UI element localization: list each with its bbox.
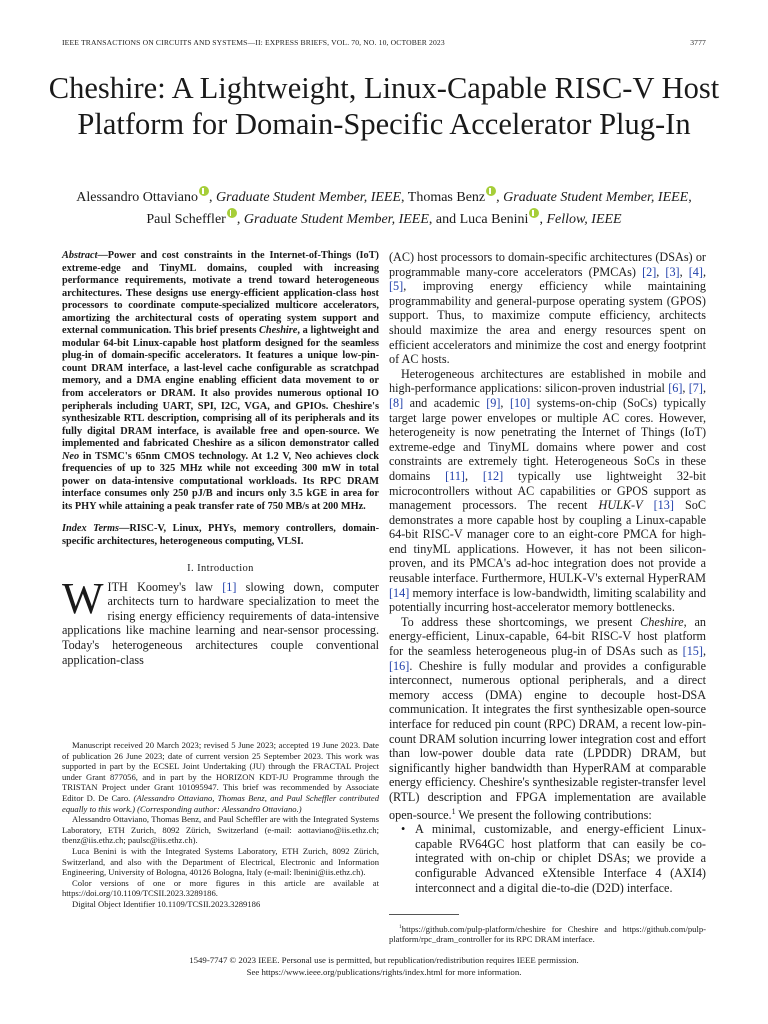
body-text: , an energy-efficient, Linux-capable, 64-bit RISC-V host platform for the seamless heterogeneous plug-in of DSAs such as (389, 614, 706, 659)
author-name: Alessandro Ottaviano (76, 190, 198, 205)
body-text: memory interface is low-bandwidth, limiting scalability and potentially incurring host-accelerator memory bottlenecks. (389, 585, 706, 615)
citation-link[interactable]: [14] (389, 585, 410, 600)
body-text: (AC) host processors to domain-specific architectures (DSAs) or programmable many-core accelerators (PMCAs) (389, 250, 706, 279)
footnote-marker[interactable]: 1 (451, 806, 456, 816)
right-footnote (389, 922, 706, 945)
index-terms-text: —RISC-V, Linux, PHYs, memory controllers, domain-specific architectures, heterogeneous computing, VLSI. (62, 523, 379, 548)
body-text: To address these shortcomings, we present (401, 614, 641, 629)
author-separator: , and (428, 212, 460, 227)
intro-text: slowing down, computer architects turn to hardware specialization to meet the rising energy efficiency requirements of data-intensive applications like machine learning and near-sensor processing. Today's heterogeneous architectures couple conventional application-class (62, 579, 379, 667)
body-text: , improving energy efficiency while maintaining programmability and general-purpose operating system (GPOS) support. Thus, to maximize compute efficiency, architects should maximize the area and energy resources spent on efficient accelerators and minimize the cost and energy footprint of AC hosts. (389, 279, 706, 367)
citation-link[interactable]: [16] (389, 658, 410, 673)
intro-paragraph (62, 573, 379, 668)
affiliation-note: Luca Benini is with the Integrated Systems Laboratory, ETH Zurich, 8092 Zürich, Switzerland, and also with the Department of Electrical, Electronic and Information Engineering, University of Bologna, 40126 Bologna, Italy (e-mail: lbenini@iis.ethz.ch). (62, 845, 379, 878)
citation-link[interactable]: [4] (688, 264, 703, 279)
body-text: SoC demonstrates a more capable host by coupling a Linux-capable 64-bit RISC-V manager core to an eight-core PMCA for high-end tinyML applications. However, it has not been silicon-proven, and its PMCA's ad-hoc integration does not provide a reusable interface. Furthermore, HULK-V's external HyperRAM (389, 498, 706, 586)
citation-link[interactable]: [10] (509, 395, 531, 410)
author-affiliation: Fellow, IEEE (546, 212, 622, 227)
page-number: 3777 (690, 38, 706, 47)
abstract-text: , a lightweight and modular 64-bit Linux-capable host platform designed for the seamless plug-in of domain-specific accelerators. It features a unique low-pin-count DRAM interface, a last-level cache configurable as scratchpad memory, and a DMA engine enabling efficient data movement to or from accelerators or DRAM. It also provides numerous optional IO peripherals including UART, SPI, I2C, VGA, and GPIOs. Cheshire's synthesizable RTL description, comprising all of its peripherals and its fully digital DRAM interface, is available free and open-source. We implemented and fabricated Cheshire as a silicon demonstrator called (62, 325, 379, 450)
citation-link[interactable]: [8] (389, 395, 404, 410)
citation-link[interactable]: [15] (682, 644, 703, 659)
manuscript-emphasis: (Alessandro Ottaviano, Thomas Benz, and Paul Scheffler contributed equally to this work.) (Corresponding author: Alessandro Ottaviano.) (62, 792, 379, 814)
citation-link[interactable]: [2] (642, 264, 657, 279)
copyright-notice (40, 955, 728, 978)
citation-link[interactable]: [7] (688, 381, 703, 396)
orcid-icon[interactable] (486, 186, 496, 196)
author-name: Paul Scheffler (146, 212, 226, 227)
contribution-bullet (389, 822, 706, 895)
body-paragraph: To address these shortcomings, we present Cheshire, an energy-efficient, Linux-capable, 64-bit RISC-V host platform for the seamless heterogeneous plug-in of DSAs such as [15], [16]. Cheshire is fully modular and provides a configurable interconnect, numerous optional peripherals, and a direct memory access (DMA) engine to decouple host-DSA communication. It integrates the first synthesizable open-source interface for reduced pin count (RPC) DRAM, a recent low-pin-count DRAM solution incurring lower integration cost and effort than low-power double data rate (LPDDR) DRAM, but significantly higher bandwidth than HyperRAM at comparable energy efficiency. Cheshire's synthesizable register-transfer level (RTL) description and FPGA implementation are available open-source.$^1$ We present the following contributions: (389, 614, 706, 822)
section-number: I. (187, 562, 195, 574)
abstract-label: Abstract (62, 250, 98, 261)
footnote-text (389, 922, 706, 945)
orcid-icon[interactable] (227, 208, 237, 218)
author-affiliation: Graduate Student Member, IEEE (215, 190, 402, 205)
citation-link[interactable]: [6] (668, 381, 683, 396)
left-column (62, 250, 379, 667)
author-affiliation: Graduate Student Member, IEEE (503, 190, 689, 205)
drop-cap: W (62, 573, 104, 623)
citation-link[interactable]: [5] (389, 279, 404, 294)
journal-header: IEEE TRANSACTIONS ON CIRCUITS AND SYSTEMS—II: EXPRESS BRIEFS, VOL. 70, NO. 10, OCTOBER 2023 (62, 38, 445, 47)
body-text: Heterogeneous architectures are established in mobile and high-performance applications: silicon-proven industrial (389, 366, 706, 396)
footnote-divider (389, 914, 459, 915)
footnote-body: https://github.com/pulp-platform/cheshire for Cheshire and https://github.com/pulp-platform/rpc_dram_controller for its RPC DRAM interface. (389, 923, 706, 945)
running-head (62, 38, 706, 50)
abstract-emphasis: Cheshire (259, 325, 298, 337)
left-footnotes (62, 740, 379, 910)
bullet-text: A minimal, customizable, and energy-efficient Linux-capable RV64GC host platform that can easily be co-integrated with on-chip or chiplet DSAs; we provide a configurable Advanced eXtensible Interface 4 (AXI4) interconnect and a digital die-to-die (D2D) interface. (415, 822, 706, 895)
orcid-icon[interactable] (199, 186, 209, 196)
author-list: Alessandro Ottaviano , Graduate Student Member, IEEE, Thomas Benz , Graduate Student Member, IEEE, Paul Scheffler , Graduate Student Member, IEEE, and Luca Benini , Fellow, IEEE (40, 186, 728, 230)
body-text: typically use lightweight 32-bit microcontrollers without AC capabilities or GPOS support as management processors. The recent (389, 468, 706, 513)
citation-link[interactable]: [3] (665, 264, 680, 279)
author-affiliation: Graduate Student Member, IEEE (243, 212, 429, 227)
copyright-line: 1549-7747 © 2023 IEEE. Personal use is permitted, but republication/redistribution requires IEEE permission. (189, 955, 579, 965)
section-title: Introduction (197, 562, 254, 574)
author-name: Luca Benini (459, 212, 529, 227)
body-text: and academic (403, 395, 487, 410)
intro-text: ITH Koomey's law (107, 579, 223, 594)
abstract-text: —Power and cost constraints in the Internet-of-Things (IoT) extreme-edge and TinyML domains, coupled with increasing performance requirements, motivate a trend toward heterogeneous architectures. These designs use energy-efficient application-class host processors to coordinate compute-specialized multicore accelerators, amortizing the architectural costs of operating system support and external communication. This brief presents (62, 250, 379, 337)
citation-link[interactable]: [12] (482, 468, 504, 483)
body-text: systems-on-chip (SoCs) typically target large power envelopes or multiple AC cores. However, heterogeneity is now penetrating the Internet of Things (IoT) extreme-edge and TinyML domains where power and cost constraints are extremely tight. Heterogeneous SoCs in these domains (389, 395, 707, 483)
manuscript-text: Manuscript received 20 March 2023; revised 5 June 2023; accepted 19 June 2023. Date of publication 26 June 2023; date of current version 25 September 2023. This work was supported in part by the ECSEL Joint Undertaking (JU) through the FRACTAL Project under Grant 877056, and in part by the HORIZON KDT-JU Programme through the TRISTAN Project under Grant 101095947. This brief was recommended by Associate Editor D. De Caro. (62, 740, 379, 803)
footnote-number: 1 (399, 924, 402, 930)
citation-link[interactable]: [1] (222, 579, 237, 594)
citation-link[interactable]: [11] (445, 468, 465, 483)
orcid-icon[interactable] (529, 208, 539, 218)
author-name: Thomas Benz (407, 190, 486, 205)
abstract-text: in TSMC's 65nm CMOS technology. At 1.2 V, Neo achieves clock frequencies of up to 325 MHz while not exceeding 300 mW in total power on data-intensive computational workloads. Its RPC DRAM interface consumes only 250 pJ/B and incurs only 3.5 kGE in area for its PHY while attaining a peak transfer rate of 750 MB/s at 200 MHz. (62, 450, 379, 512)
index-terms-label: Index Terms (62, 523, 120, 535)
copyright-line: See https://www.ieee.org/publications/rights/index.html for more information. (246, 966, 522, 977)
section-heading (62, 563, 379, 574)
manuscript-note (62, 740, 379, 814)
body-paragraph: (AC) host processors to domain-specific architectures (DSAs) or programmable many-core accelerators (PMCAs) [2], [3], [4], [5], improving energy efficiency while maintaining programmability and general-purpose operating system (GPOS) support. Thus, to maximize compute efficiency, architects should maximize the area and energy resources spent on efficient accelerators and minimize the cost and energy footprint of AC hosts. (389, 250, 707, 367)
affiliation-note: Alessandro Ottaviano, Thomas Benz, and Paul Scheffler are with the Integrated Systems Laboratory, ETH Zurich, 8092 Zürich, Switzerland (e-mail: aottaviano@iis.ethz.ch; tbenz@iis.ethz.ch; paulsc@iis.ethz.ch). (62, 814, 379, 846)
bullet-icon: • (401, 822, 406, 837)
right-column (389, 250, 706, 895)
color-note: Color versions of one or more figures in this article are available at https://doi.org/10.1109/TCSII.2023.3289186. (62, 877, 379, 899)
body-text: We present the following contributions: (455, 807, 652, 822)
body-emphasis: HULK-V (598, 498, 643, 513)
doi-note: Digital Object Identifier 10.1109/TCSII.2023.3289186 (72, 898, 261, 909)
abstract (62, 250, 379, 513)
citation-link[interactable]: [9] (486, 395, 501, 410)
paper-title: Cheshire: A Lightweight, Linux-Capable RISC-V Host Platform for Domain-Specific Accelerator Plug-In (48, 71, 720, 141)
body-paragraph: Heterogeneous architectures are established in mobile and high-performance applications: silicon-proven industrial [6], [7], [8] and academic [9], [10] systems-on-chip (SoCs) typically target large power envelopes or multiple AC cores. However, heterogeneity is now penetrating the Internet of Things (IoT) extreme-edge and TinyML domains where power and cost constraints are extremely tight. Heterogeneous SoCs in these domains [11], [12] typically use lightweight 32-bit microcontrollers without AC capabilities or GPOS support as management processors. The recent HULK-V [13] SoC demonstrates a more capable host by coupling a Linux-capable 64-bit RISC-V manager core to an eight-core PMCA for high-end tinyML applications. However, it has not been silicon-proven, and its PMCA's ad-hoc integration does not provide a reusable interface. Furthermore, HULK-V's external HyperRAM [14] memory interface is low-bandwidth, limiting scalability and potentially incurring host-accelerator memory bottlenecks. (389, 366, 707, 615)
citation-link[interactable]: [13] (653, 498, 674, 513)
abstract-emphasis: Neo (62, 450, 80, 462)
index-terms (62, 523, 379, 548)
body-text: . Cheshire is fully modular and provides a configurable interconnect, numerous optional peripherals, and a direct memory access (DMA) engine to decouple host-DSA communication. It integrates the first synthesizable open-source interface for reduced pin count (RPC) DRAM, a recent low-pin-count DRAM solution incurring lower integration cost and effort than low-power double data rate (LPDDR) DRAM, but significantly higher bandwidth than HyperRAM at comparable energy efficiency. Cheshire's synthesizable register-transfer level (RTL) description and FPGA implementation are available open-source. (389, 658, 706, 822)
body-emphasis: Cheshire (640, 614, 684, 629)
